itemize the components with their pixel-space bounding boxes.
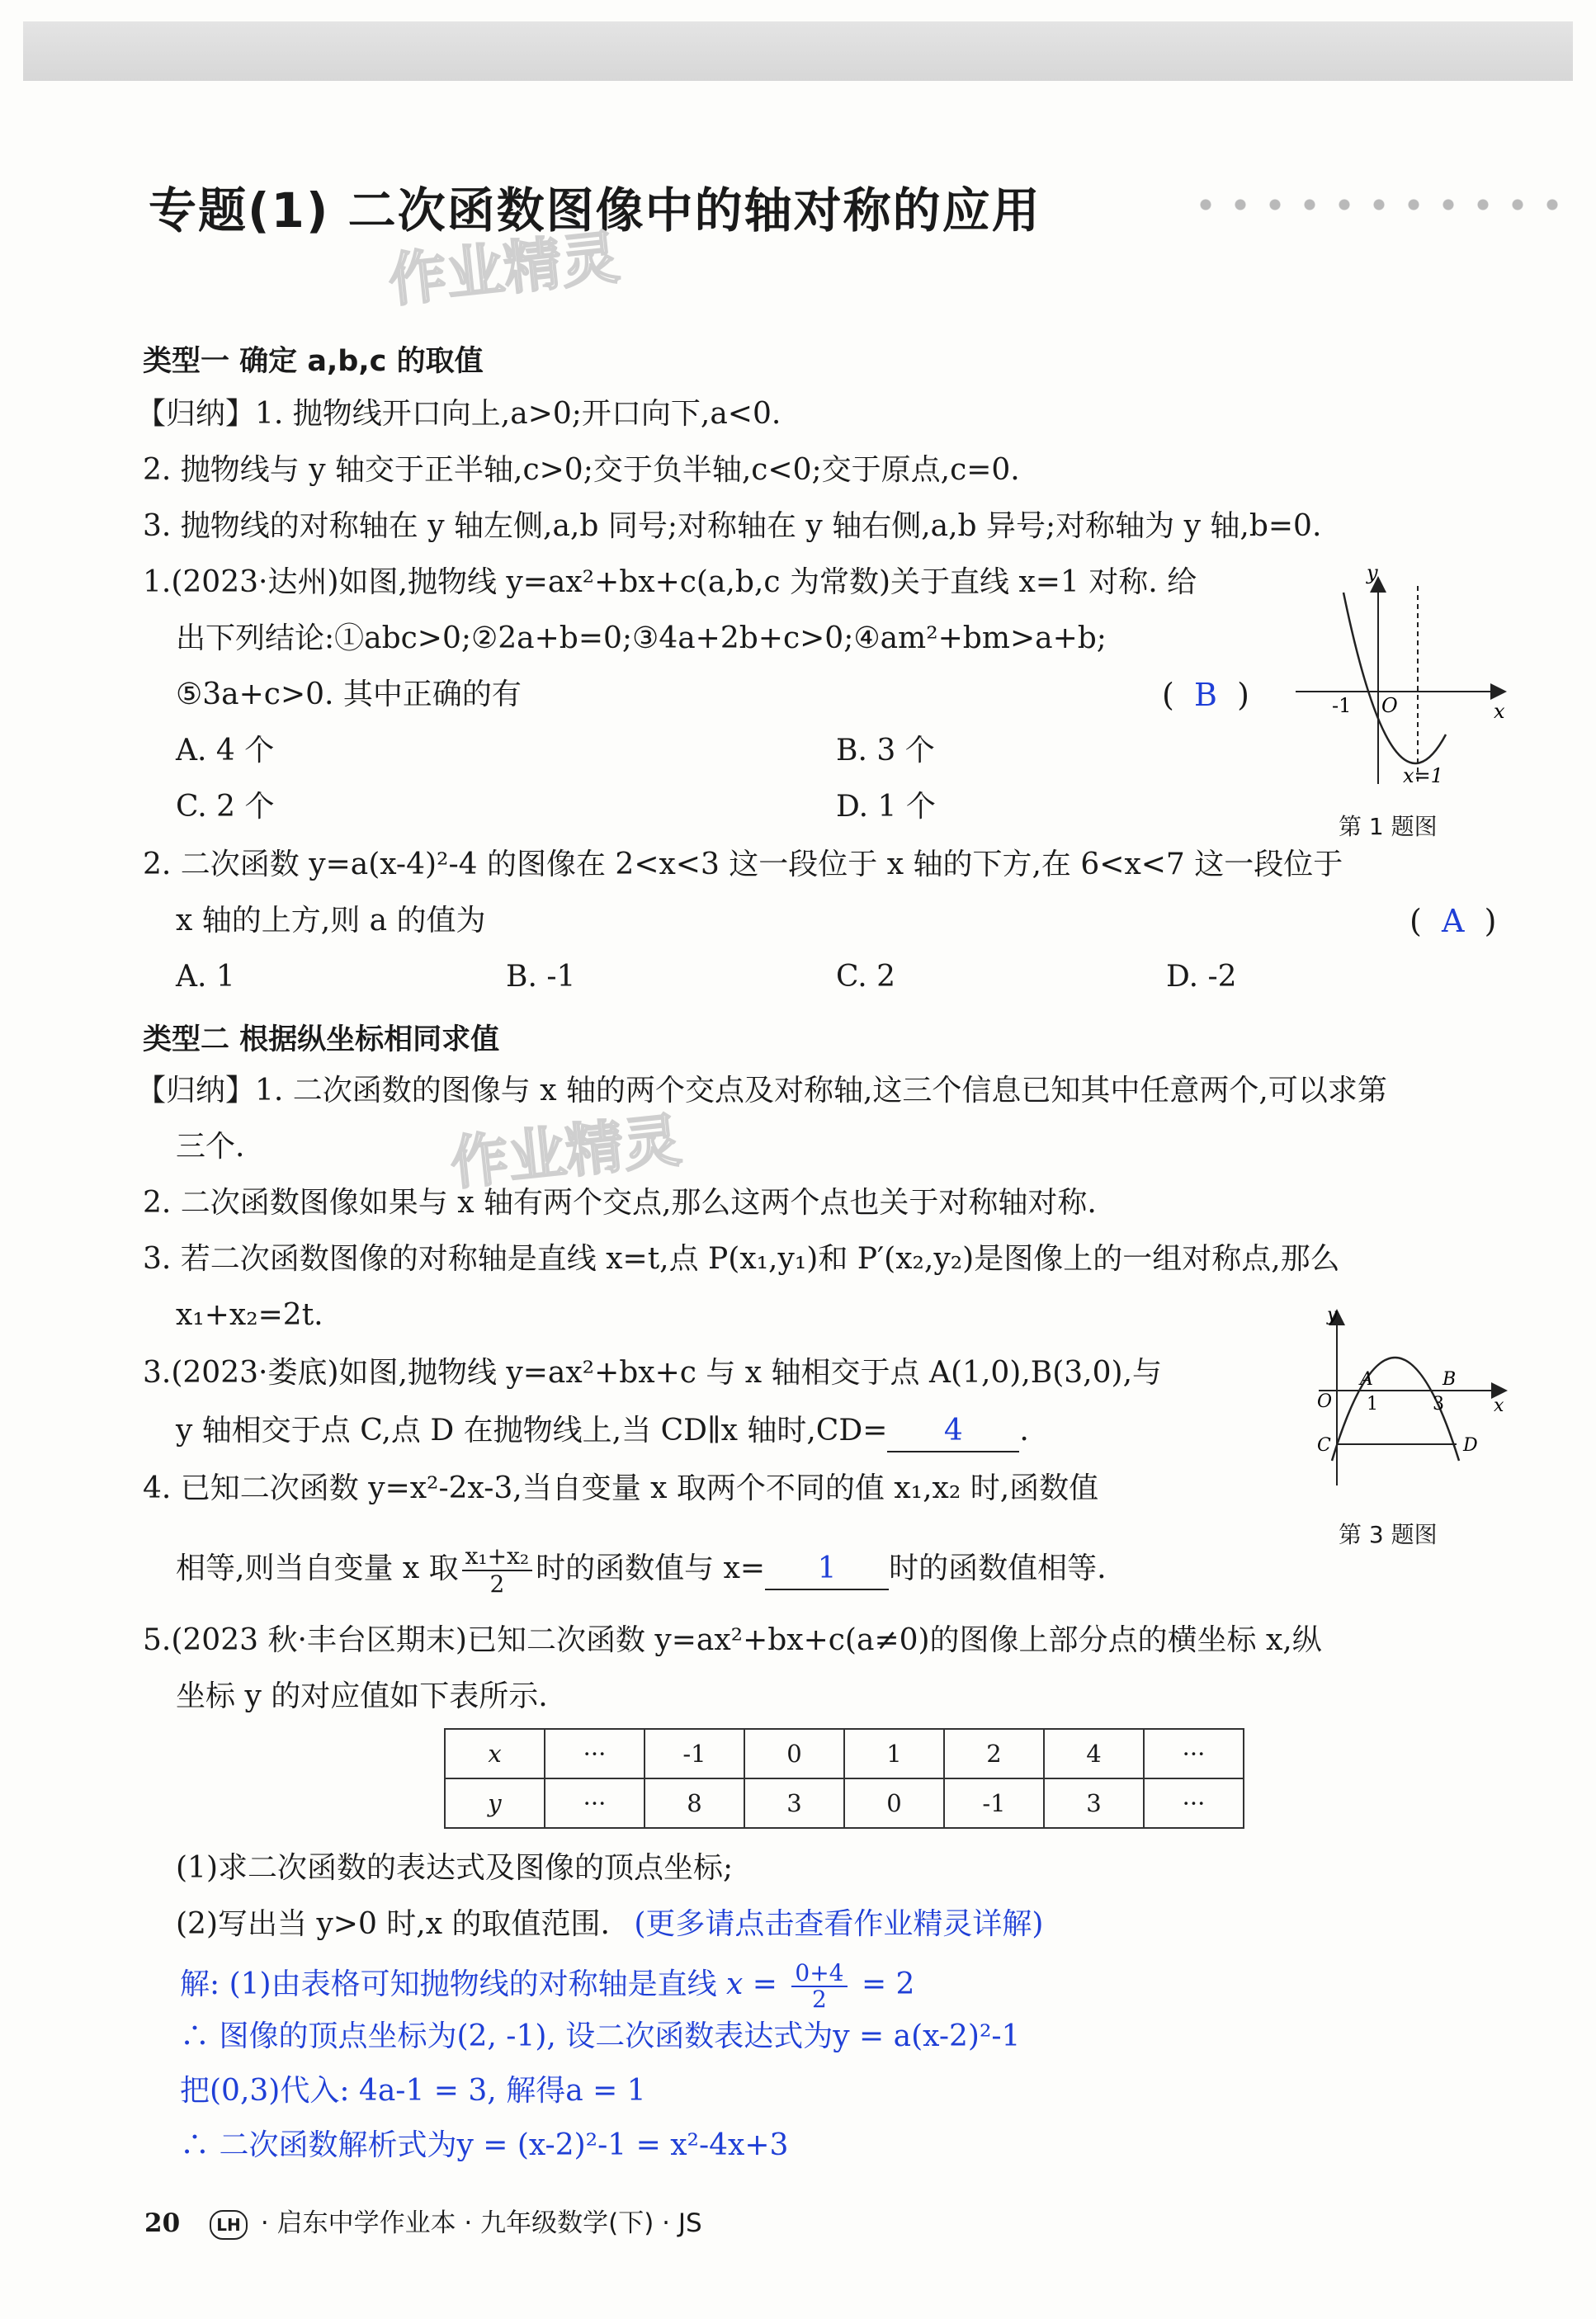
title-dots <box>1188 199 1576 210</box>
table-cell: x <box>445 1729 545 1778</box>
table-cell: 0 <box>744 1729 844 1778</box>
q4-line-2 <box>176 1543 1107 1598</box>
q1-answer-bracket: ( B ) <box>1162 677 1249 713</box>
q4-fraction <box>462 1543 533 1598</box>
q1-option-c: C. 2 个 <box>176 790 275 824</box>
footer-text: · 启东中学作业本 · 九年级数学(下) · JS <box>260 2208 702 2238</box>
table-cell: ··· <box>1144 1729 1244 1778</box>
q2-line-1: 2. 二次函数 y=a(x-4)²-4 的图像在 2<x<3 这一段位于 x 轴的下方,在 6<x<7 这一段位于 <box>143 848 1343 881</box>
table-cell: 4 <box>1044 1729 1144 1778</box>
table-cell: 1 <box>844 1729 944 1778</box>
watermark: 作业精灵 <box>447 1106 685 1198</box>
table-cell: 2 <box>944 1729 1044 1778</box>
q1-fig-y-label: y <box>1367 561 1378 584</box>
q1-fig-origin: O <box>1381 694 1398 717</box>
q2-option-c: C. 2 <box>836 960 896 994</box>
q4-line-2a: 相等,则当自变量 x 取 <box>176 1552 459 1585</box>
q1-line-2: 出下列结论:①abc>0;②2a+b=0;③4a+2b+c>0;④am²+bm>a+b; <box>176 621 1107 655</box>
solution-frac-num: 0+4 <box>791 1961 847 1987</box>
q4-answer: 1 <box>765 1549 889 1590</box>
solution-1a: 解: (1)由表格可知抛物线的对称轴是直线 <box>180 1967 717 2001</box>
more-details-link[interactable]: (更多请点击查看作业精灵详解) <box>634 1907 1044 1941</box>
q3-fig-point-c: C <box>1317 1435 1331 1456</box>
q3-line-1: 3.(2023·娄底)如图,抛物线 y=ax²+bx+c 与 x 轴相交于点 A(1,0),B(3,0),与 <box>143 1356 1163 1390</box>
table-row <box>445 1778 1244 1828</box>
solution-line-1 <box>180 1961 914 2012</box>
q1-option-a: A. 4 个 <box>176 734 275 767</box>
q4-line-2c: 时的函数值相等. <box>889 1552 1107 1585</box>
q5-sub-2-row <box>176 1905 1043 1944</box>
q3-figure <box>1302 1304 1517 1502</box>
solution-line-4: ∴ 二次函数解析式为y = (x-2)²-1 = x²-4x+3 <box>180 2128 789 2162</box>
type2-summary-3-cont: x₁+x₂=2t. <box>176 1298 323 1332</box>
table-cell: -1 <box>944 1778 1044 1828</box>
q3-fig-x-label: x <box>1494 1396 1504 1416</box>
q5-sub-1: (1)求二次函数的表达式及图像的顶点坐标; <box>176 1851 734 1885</box>
q2-option-b: B. -1 <box>506 960 576 994</box>
type1-summary-3: 3. 抛物线的对称轴在 y 轴左侧,a,b 同号;对称轴在 y 轴右侧,a,b 异号;对称轴为 y 轴,b=0. <box>143 509 1322 543</box>
q5-line-2: 坐标 y 的对应值如下表所示. <box>176 1679 548 1713</box>
q4-line-2b: 时的函数值与 x= <box>536 1552 766 1585</box>
page-footer <box>144 2202 702 2240</box>
q1-fig-axis-label: x=1 <box>1403 764 1443 787</box>
q3-fig-origin: O <box>1317 1391 1333 1412</box>
q3-fig-point-b: B <box>1443 1369 1457 1390</box>
q5-value-table <box>444 1728 1244 1829</box>
table-cell: 0 <box>844 1778 944 1828</box>
q3-line-2-text: y 轴相交于点 C,点 D 在抛物线上,当 CD∥x 轴时,CD= <box>176 1414 888 1448</box>
solution-1c: = 2 <box>861 1967 915 2001</box>
q1-line-1: 1.(2023·达州)如图,抛物线 y=ax²+bx+c(a,b,c 为常数)关于直线 x=1 对称. 给 <box>143 565 1197 599</box>
q3-answer: 4 <box>887 1411 1019 1452</box>
q3-fig-tick-1: 1 <box>1367 1394 1378 1415</box>
type2-summary-1-cont: 三个. <box>176 1130 245 1164</box>
solution-line-3: 把(0,3)代入: 4a-1 = 3, 解得a = 1 <box>180 2074 646 2108</box>
q3-fig-y-label: y <box>1327 1305 1338 1325</box>
q1-caption: 第 1 题图 <box>1339 813 1438 840</box>
solution-fraction <box>791 1961 847 2012</box>
q2-answer-bracket: ( A ) <box>1409 903 1497 939</box>
q4-frac-num: x₁+x₂ <box>462 1543 533 1571</box>
q3-fig-point-a: A <box>1360 1369 1373 1390</box>
q4-frac-den: 2 <box>489 1570 505 1598</box>
q3-fig-point-d: D <box>1463 1435 1478 1456</box>
q2-option-a: A. 1 <box>176 960 235 994</box>
table-cell: 3 <box>744 1778 844 1828</box>
table-cell: y <box>445 1778 545 1828</box>
q1-answer: B <box>1193 677 1217 713</box>
q1-line-3: ⑤3a+c>0. 其中正确的有 <box>176 678 522 711</box>
solution-frac-den: 2 <box>812 1986 827 2013</box>
q1-fig-neg1: -1 <box>1332 694 1352 717</box>
q3-line-2: y 轴相交于点 C,点 D 在抛物线上,当 CD∥x 轴时,CD= 4 . <box>176 1411 1029 1452</box>
table-cell: 8 <box>645 1778 744 1828</box>
q1-figure <box>1287 561 1518 801</box>
solution-1b: x = <box>726 1967 777 2001</box>
page-title: 专题(1) 二次函数图像中的轴对称的应用 <box>149 182 1041 239</box>
watermark: 作业精灵 <box>385 223 623 315</box>
top-band <box>23 21 1573 81</box>
solution-line-2: ∴ 图像的顶点坐标为(2, -1), 设二次函数表达式为y = a(x-2)²-1 <box>180 2019 1021 2053</box>
q5-line-1: 5.(2023 秋·丰台区期末)已知二次函数 y=ax²+bx+c(a≠0)的图像上部分点的横坐标 x,纵 <box>143 1623 1322 1657</box>
type1-summary-2: 2. 抛物线与 y 轴交于正半轴,c>0;交于负半轴,c<0;交于原点,c=0. <box>143 453 1020 487</box>
type1-summary-1: 【归纳】1. 抛物线开口向上,a>0;开口向下,a<0. <box>136 397 781 431</box>
q3-caption: 第 3 题图 <box>1339 1521 1438 1548</box>
type1-heading: 类型一 确定 a,b,c 的取值 <box>143 345 484 378</box>
table-cell: ··· <box>1144 1778 1244 1828</box>
q2-line-2: x 轴的上方,则 a 的值为 <box>176 904 486 938</box>
series-badge: LH <box>210 2210 248 2240</box>
q1-option-b: B. 3 个 <box>836 734 935 767</box>
type2-heading: 类型二 根据纵坐标相同求值 <box>143 1023 500 1056</box>
q4-line-1: 4. 已知二次函数 y=x²-2x-3,当自变量 x 取两个不同的值 x₁,x₂ 时,函数值 <box>143 1471 1099 1505</box>
table-cell: ··· <box>545 1778 645 1828</box>
q2-answer: A <box>1441 903 1465 939</box>
q1-option-d: D. 1 个 <box>836 790 936 824</box>
table-cell: 3 <box>1044 1778 1144 1828</box>
table-cell: -1 <box>645 1729 744 1778</box>
q2-option-d: D. -2 <box>1166 960 1237 994</box>
table-row <box>445 1729 1244 1778</box>
page-number: 20 <box>144 2208 181 2238</box>
q1-fig-x-label: x <box>1494 700 1505 723</box>
type2-summary-1: 【归纳】1. 二次函数的图像与 x 轴的两个交点及对称轴,这三个信息已知其中任意两个,可以求第 <box>136 1074 1387 1108</box>
type2-summary-3: 3. 若二次函数图像的对称轴是直线 x=t,点 P(x₁,y₁)和 P′(x₂,y₂)是图像上的一组对称点,那么 <box>143 1242 1340 1276</box>
q5-sub-2: (2)写出当 y>0 时,x 的取值范围. <box>176 1907 610 1941</box>
q3-fig-tick-3: 3 <box>1433 1394 1444 1415</box>
table-cell: ··· <box>545 1729 645 1778</box>
type2-summary-2: 2. 二次函数图像如果与 x 轴有两个交点,那么这两个点也关于对称轴对称. <box>143 1186 1097 1220</box>
